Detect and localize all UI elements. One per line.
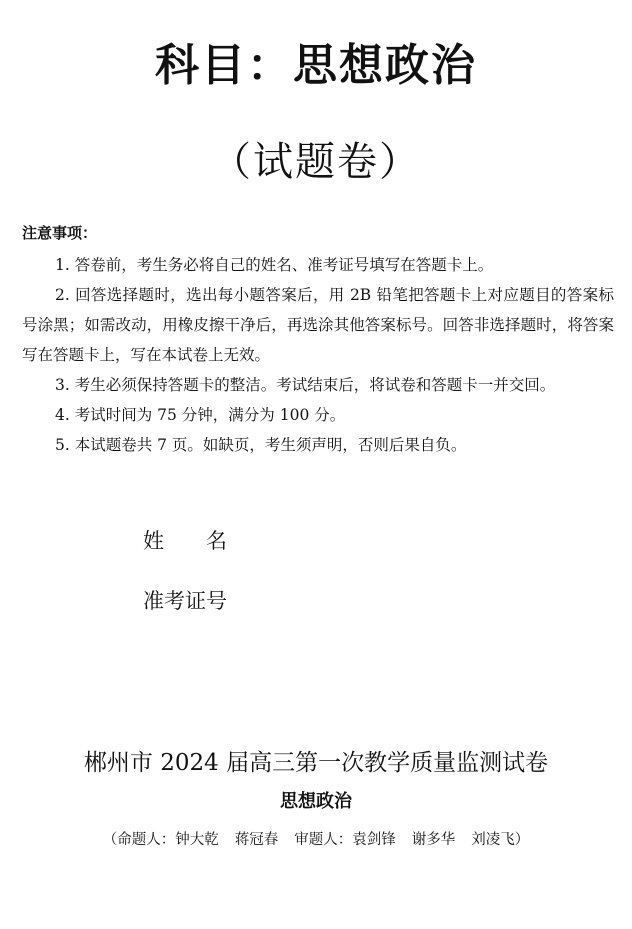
author-setter-1: （命题人：钟大乾 — [102, 832, 219, 848]
paper-kind-title: （试题卷） — [211, 139, 421, 185]
notice-item-4: 4. 考试时间为 75 分钟，满分为 100 分。 — [55, 406, 346, 424]
notice-list — [22, 250, 614, 460]
exam-subject: 思想政治 — [280, 791, 352, 812]
notice-heading: 注意事项： — [22, 224, 98, 242]
reviewer-3: 刘凌飞） — [471, 832, 530, 848]
subject-title: 科目：思想政治 — [155, 40, 477, 91]
exam-id-field-label: 准考证号 — [143, 589, 227, 613]
notice-item-3: 3. 考生必须保持答题卡的整洁。考试结束后，将试卷和答题卡一并交回。 — [55, 376, 556, 394]
reviewer-2: 谢多华 — [411, 832, 456, 848]
notice-item-5: 5. 本试题卷共 7 页。如缺页，考生须声明，否则后果自负。 — [55, 436, 467, 454]
authors-line — [0, 828, 632, 852]
notice-item-1: 1. 答卷前，考生务必将自己的姓名、准考证号填写在答题卡上。 — [55, 256, 494, 274]
exam-title: 郴州市 2024 届高三第一次教学质量监测试卷 — [83, 750, 549, 776]
name-field-label — [143, 527, 227, 555]
reviewer-1: 审题人：袁剑锋 — [294, 832, 396, 848]
name-label-char-2: 名 — [206, 529, 227, 553]
notice-item-2: 2. 回答选择题时，选出每小题答案后，用 2B 铅笔把答题卡上对应题目的答案标号涂黑；如需改动，用橡皮擦干净后，再选涂其他答案标号。回答非选择题时，将答案写在答题卡上，写在本试卷上无效。 — [22, 286, 614, 364]
name-label-char-1: 姓 — [143, 529, 164, 553]
author-setter-2: 蒋冠春 — [234, 832, 279, 848]
